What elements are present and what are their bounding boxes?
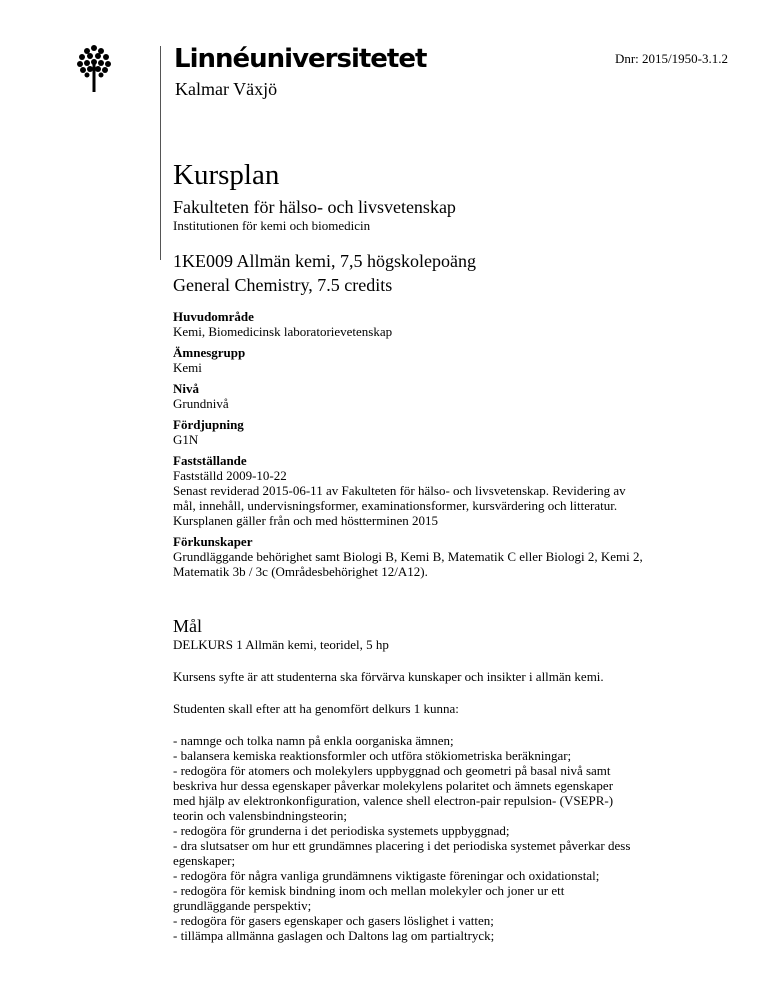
section-niva xyxy=(173,381,713,411)
list-item-text: - dra slutsatser om hur ett grundämnes placering i det periodiska systemet påverkar dess xyxy=(173,838,631,853)
faculty-name: Fakulteten för hälso- och livsvetenskap xyxy=(173,197,456,217)
section-text: Matematik 3b / 3c (Områdesbehörighet 12/A12). xyxy=(173,564,428,579)
section-heading: Fördjupning xyxy=(173,417,244,432)
list-item xyxy=(173,883,713,913)
document-number: Dnr: 2015/1950-3.1.2 xyxy=(614,51,728,66)
list-item-text: - redogöra för några vanliga grundämnens viktigaste föreningar och oxidationstal; xyxy=(173,868,600,883)
list-item xyxy=(173,928,713,943)
list-item-text: - namnge och tolka namn på enkla oorganiska ämnen; xyxy=(173,733,454,748)
section-heading: Huvudområde xyxy=(173,309,254,324)
list-item-text: - redogöra för kemisk bindning inom och mellan molekyler och joner ur ett xyxy=(173,883,565,898)
section-text: Senast reviderad 2015-06-11 av Fakulteten för hälso- och livsvetenskap. Revidering av xyxy=(173,483,626,498)
list-item-text: - redogöra för atomers och molekylers uppbyggnad och geometri på basal nivå samt xyxy=(173,763,611,778)
section-heading: Förkunskaper xyxy=(173,534,253,549)
header-divider xyxy=(160,46,161,260)
section-forkunskaper xyxy=(173,534,713,579)
section-huvudomrade xyxy=(173,309,713,339)
section-text: Kemi, Biomedicinsk laboratorievetenskap xyxy=(173,324,393,339)
logo-wordmark: Linnéuniversitetet xyxy=(174,44,427,74)
section-text: Grundnivå xyxy=(173,396,229,411)
list-item-text: - redogöra för grunderna i det periodiska systemets uppbyggnad; xyxy=(173,823,510,838)
list-item-text: - balansera kemiska reaktionsformler och utföra stökiometriska beräkningar; xyxy=(173,748,572,763)
subcourse-title: DELKURS 1 Allmän kemi, teoridel, 5 hp xyxy=(173,637,389,652)
section-heading: Nivå xyxy=(173,381,199,396)
list-item xyxy=(173,748,713,763)
course-facts xyxy=(173,309,713,579)
document-body xyxy=(173,158,713,943)
list-item-text: beskriva hur dessa egenskaper påverkar molekylens polaritet och ämnets egenskaper xyxy=(173,778,614,793)
section-text: Grundläggande behörighet samt Biologi B, Kemi B, Matematik C eller Biologi 2, Kemi 2, xyxy=(173,549,643,564)
section-text: mål, innehåll, undervisningsformer, examinationsformer, kursvärdering och litteratur. xyxy=(173,498,618,513)
tree-logo-icon xyxy=(76,44,112,92)
list-item xyxy=(173,823,713,838)
goals-intro: Studenten skall efter att ha genomfört delkurs 1 kunna: xyxy=(173,701,459,716)
list-item-text: teorin och valensbindningsteorin; xyxy=(173,808,348,823)
list-item xyxy=(173,913,713,928)
section-text: Fastställd 2009-10-22 xyxy=(173,468,287,483)
goals-heading: Mål xyxy=(173,616,202,636)
section-faststallande xyxy=(173,453,713,528)
list-item xyxy=(173,868,713,883)
list-item xyxy=(173,763,713,823)
list-item xyxy=(173,733,713,748)
page-title: Kursplan xyxy=(173,159,280,191)
logo-subtitle: Kalmar Växjö xyxy=(175,79,278,99)
list-item-text: med hjälp av elektronkonfiguration, valence shell electron-pair repulsion- (VSEPR-) xyxy=(173,793,614,808)
list-item-text: grundläggande perspektiv; xyxy=(173,898,312,913)
section-text: Kursplanen gäller från och med höstterminen 2015 xyxy=(173,513,438,528)
list-item-text: - tillämpa allmänna gaslagen och Daltons lag om partialtryck; xyxy=(173,928,495,943)
list-item xyxy=(173,838,713,868)
institution-name: Institutionen för kemi och biomedicin xyxy=(173,218,371,233)
list-item-text: - redogöra för gasers egenskaper och gasers löslighet i vatten; xyxy=(173,913,494,928)
section-heading: Ämnesgrupp xyxy=(173,345,246,360)
list-item-text: egenskaper; xyxy=(173,853,236,868)
section-heading: Fastställande xyxy=(173,453,247,468)
section-text: G1N xyxy=(173,432,199,447)
course-title-swedish: 1KE009 Allmän kemi, 7,5 högskolepoäng xyxy=(173,251,476,271)
course-title xyxy=(173,249,713,297)
course-title-english: General Chemistry, 7.5 credits xyxy=(173,275,393,295)
section-text: Kemi xyxy=(173,360,202,375)
goals-list xyxy=(173,733,713,943)
course-purpose: Kursens syfte är att studenterna ska förvärva kunskaper och insikter i allmän kemi. xyxy=(173,669,604,684)
section-fordjupning xyxy=(173,417,713,447)
section-amnesgrupp xyxy=(173,345,713,375)
